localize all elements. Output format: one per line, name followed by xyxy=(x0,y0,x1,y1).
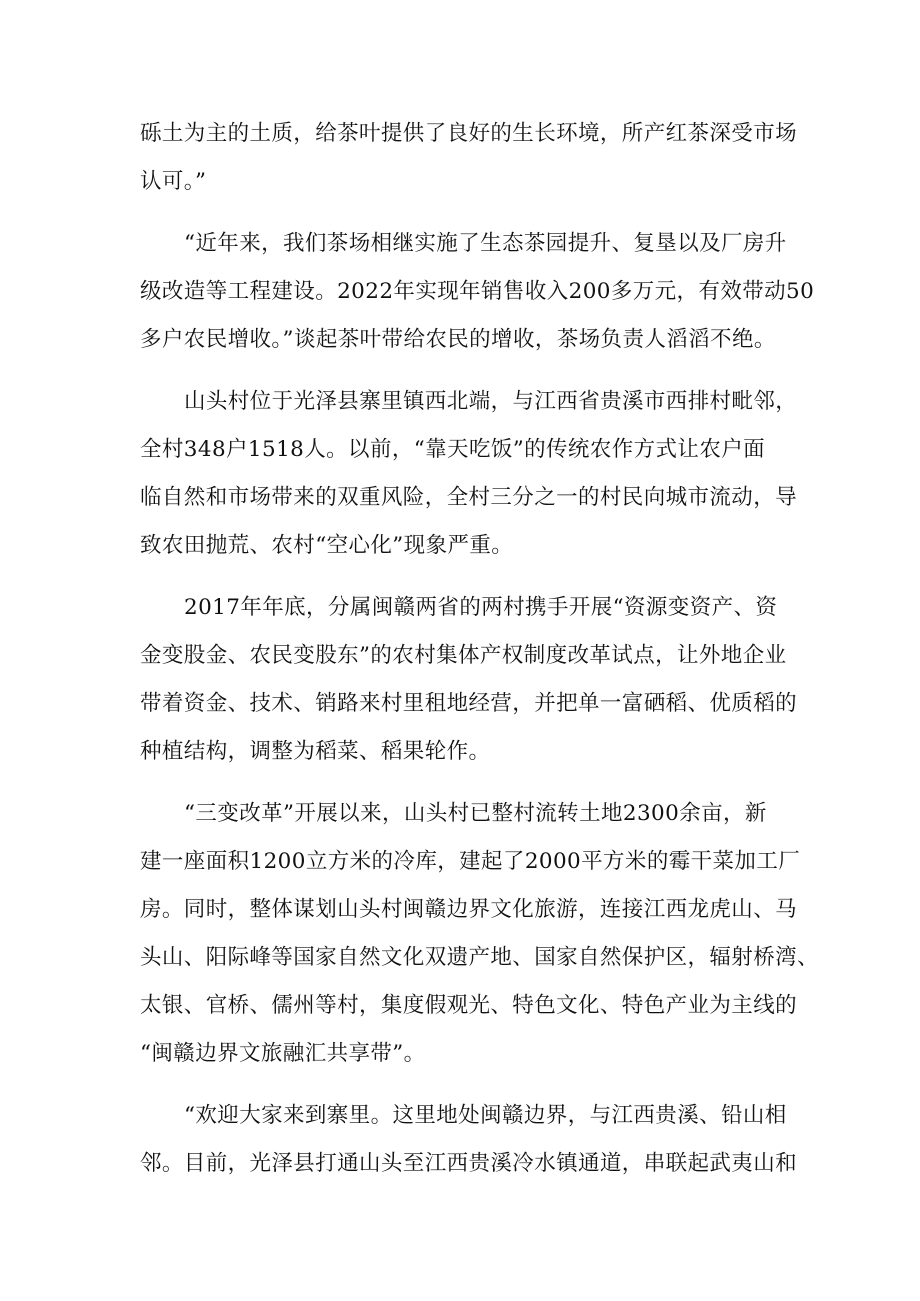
text-line: 金变股金、农民变股东”的农村集体产权制度改革试点，让外地企业 xyxy=(140,643,787,668)
text-line: “近年来，我们茶场相继实施了生态茶园提升、复垦以及厂房升 xyxy=(184,231,787,256)
text-line: 认可。” xyxy=(140,169,207,194)
paragraph-4 xyxy=(140,584,798,776)
text-line: 2017年年底，分属闽赣两省的两村携手开展“资源变资产、资 xyxy=(184,595,778,620)
text-line: 级改造等工程建设。2022年实现年销售收入200多万元，有效带动50 xyxy=(140,279,815,304)
text-line: 致农田抛荒、农村“空心化”现象严重。 xyxy=(140,533,514,558)
paragraph-1 xyxy=(140,110,798,206)
text-line: 邻。目前，光泽县打通山头至江西贵溪冷水镇通道，串联起武夷山和 xyxy=(140,1151,798,1176)
paragraph-6 xyxy=(140,1092,798,1188)
text-line: 种植结构，调整为稻菜、稻果轮作。 xyxy=(140,739,491,764)
text-line: “欢迎大家来到寨里。这里地处闽赣边界，与江西贵溪、铅山相 xyxy=(184,1103,787,1128)
paragraph-2 xyxy=(140,220,815,364)
text-line: 太银、官桥、儒州等村，集度假观光、特色文化、特色产业为主线的 xyxy=(140,993,798,1018)
text-line: 山头村位于光泽县寨里镇西北端，与江西省贵溪市西排村毗邻， xyxy=(184,389,798,414)
text-line: 头山、阳际峰等国家自然文化双遗产地、国家自然保护区，辐射桥湾、 xyxy=(140,945,819,970)
text-line: 带着资金、技术、销路来村里租地经营，并把单一富硒稻、优质稻的 xyxy=(140,691,798,716)
paragraph-3 xyxy=(140,378,798,570)
text-line: 多户农民增收。”谈起茶叶带给农民的增收，茶场负责人滔滔不绝。 xyxy=(140,327,776,352)
text-line: “三变改革”开展以来，山头村已整村流转土地2300余亩，新 xyxy=(184,801,767,826)
text-line: “闽赣边界文旅融汇共享带”。 xyxy=(140,1041,426,1066)
article-body xyxy=(140,110,819,1188)
paragraph-5 xyxy=(140,790,819,1078)
text-line: 建一座面积1200立方米的冷库，建起了2000平方米的霉干菜加工厂 xyxy=(140,849,801,874)
text-line: 临自然和市场带来的双重风险，全村三分之一的村民向城市流动，导 xyxy=(140,485,798,510)
text-line: 砾土为主的土质，给茶叶提供了良好的生长环境，所产红茶深受市场 xyxy=(140,121,798,146)
text-line: 全村348户1518人。以前，“靠天吃饭”的传统农作方式让农户面 xyxy=(140,437,766,462)
text-line: 房。同时，整体谋划山头村闽赣边界文化旅游，连接江西龙虎山、马 xyxy=(140,897,798,922)
